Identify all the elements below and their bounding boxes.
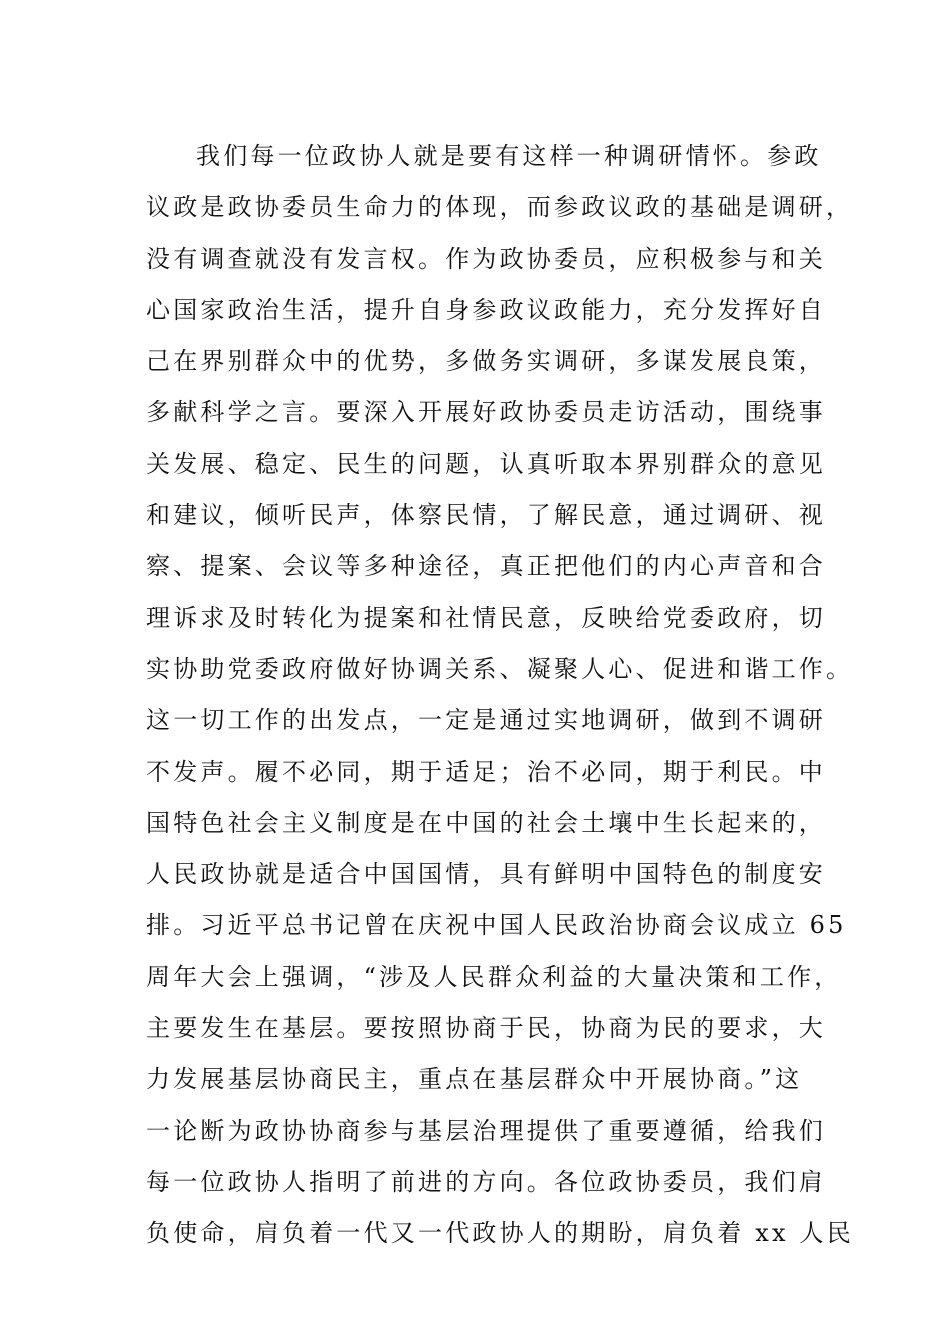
paragraph-line: 一论断为政协协商参与基层治理提供了重要遵循，给我们 — [146, 1116, 826, 1145]
paragraph-line: 没有调查就没有发言权。作为政协委员，应积极参与和关 — [146, 244, 826, 273]
body-paragraph — [146, 134, 854, 1263]
paragraph-line: 这一切工作的出发点，一定是通过实地调研，做到不调研 — [146, 706, 826, 735]
paragraph-line: 国特色社会主义制度是在中国的社会土壤中生长起来的， — [146, 808, 826, 837]
paragraph-line: 排。习近平总书记曾在庆祝中国人民政治协商会议成立 65 — [146, 911, 847, 940]
paragraph-line: 心国家政治生活，提升自身参政议政能力，充分发挥好自 — [146, 295, 826, 324]
paragraph-line: 主要发生在基层。要按照协商于民，协商为民的要求，大 — [146, 1014, 826, 1043]
paragraph-line: 己在界别群众中的优势，多做务实调研，多谋发展良策， — [146, 347, 826, 376]
paragraph-line: 和建议，倾听民声，体察民情，了解民意，通过调研、视 — [146, 501, 826, 530]
paragraph-line: 议政是政协委员生命力的体现，而参政议政的基础是调研， — [146, 193, 854, 222]
paragraph-line: 多献科学之言。要深入开展好政协委员走访活动，围绕事 — [146, 398, 826, 427]
paragraph-line: 实协助党委政府做好协调关系、凝聚人心、促进和谐工作。 — [146, 654, 854, 683]
paragraph-line: 察、提案、会议等多种途径，真正把他们的内心声音和合 — [146, 552, 826, 581]
paragraph-line: 关发展、稳定、民生的问题，认真听取本界别群众的意见 — [146, 449, 826, 478]
paragraph-line: 负使命，肩负着一代又一代政协人的期盼，肩负着 xx 人民 — [146, 1219, 854, 1248]
paragraph-line: 人民政协就是适合中国国情，具有鲜明中国特色的制度安 — [146, 860, 826, 889]
paragraph-line: 周年大会上强调，“涉及人民群众利益的大量决策和工作， — [146, 962, 842, 991]
paragraph-line: 每一位政协人指明了前进的方向。各位政协委员，我们肩 — [146, 1167, 826, 1196]
paragraph-line: 我们每一位政协人就是要有这样一种调研情怀。参政 — [196, 142, 822, 170]
paragraph-line: 不发声。履不必同，期于适足；治不必同，期于利民。中 — [146, 757, 826, 786]
paragraph-line: 力发展基层协商民主，重点在基层群众中开展协商。”这 — [146, 1065, 803, 1094]
paragraph-line: 理诉求及时转化为提案和社情民意，反映给党委政府，切 — [146, 603, 826, 632]
